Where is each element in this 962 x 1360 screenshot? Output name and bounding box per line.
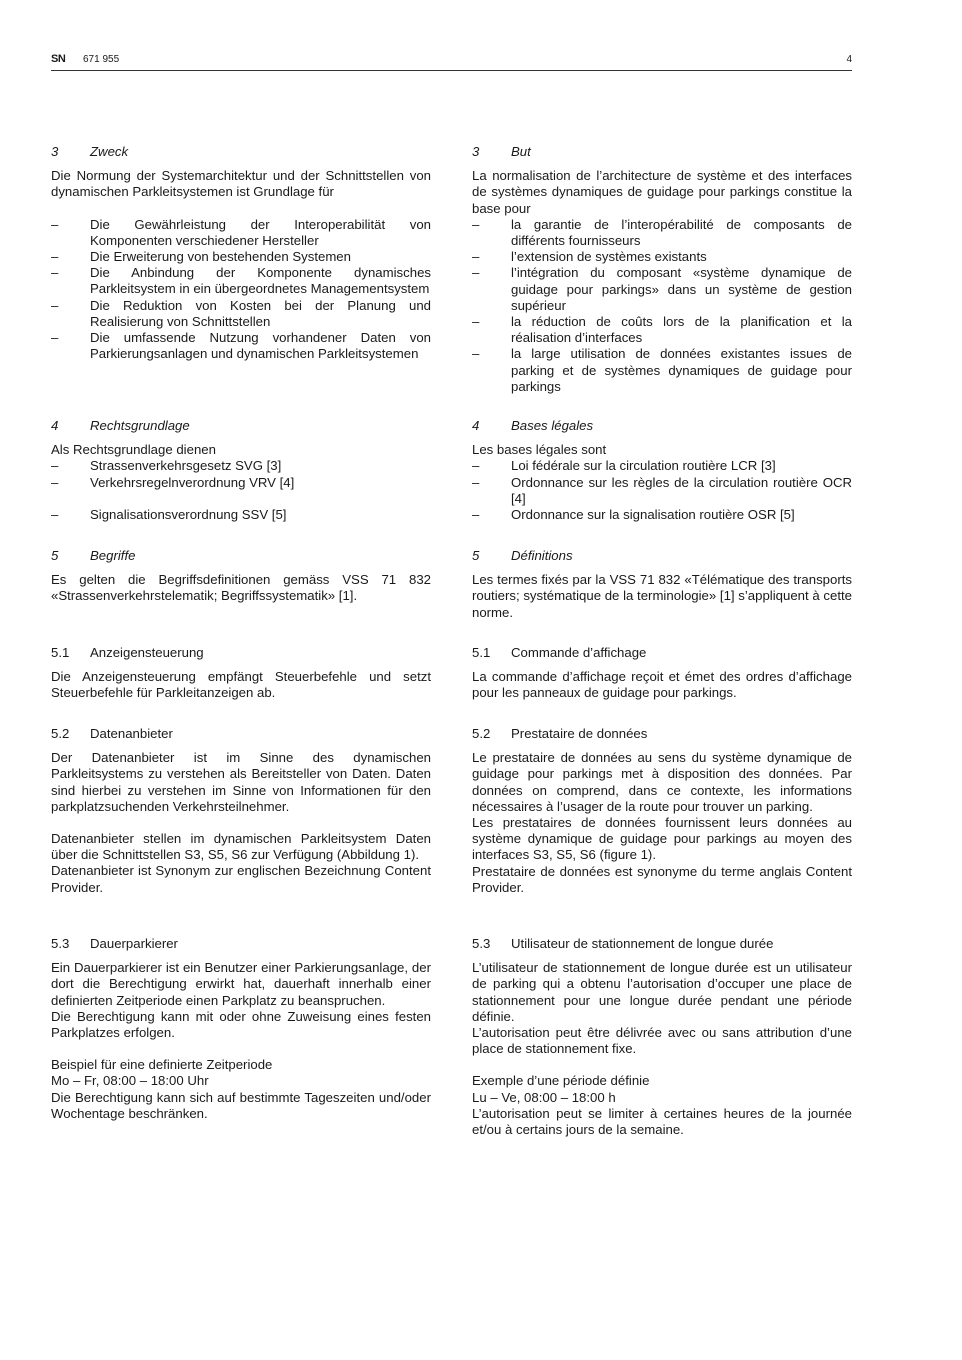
section-heading xyxy=(472,548,852,564)
section-number: 5.1 xyxy=(51,645,70,660)
section-text: Die Anzeigensteuerung empfängt Steuerbefehle und setzt Steuerbefehle für Parkleitanzeigen ab. xyxy=(51,669,431,701)
paragraph: Der Datenanbieter ist im Sinne des dynamischen Parkleitsystems zu verstehen als Bereitsteller von Daten. Daten sind hierbei zu verstehen im Sinne von Informationen für den parkplatzsuchenden Verkehrsteilnehmer. xyxy=(51,750,431,814)
paragraph: L’autorisation peut se limiter à certaines heures de la journée et/ou à certains jours de la semaine. xyxy=(472,1105,852,1138)
list-item: – Die Gewährleistung der Interoperabilität von Komponenten verschiedener Hersteller xyxy=(51,216,431,248)
section-number: 5 xyxy=(472,548,480,563)
list-item: – la large utilisation de données existantes issues de parking et de systèmes dynamiques de guidage pour parkings xyxy=(472,346,852,394)
section-title: Rechtsgrundlage xyxy=(90,418,190,433)
list-item: – Die Reduktion von Kosten bei der Planung und Realisierung von Schnittstellen xyxy=(51,297,431,329)
bullet-list xyxy=(51,217,431,363)
section-title: Datenanbieter xyxy=(90,726,173,741)
section-title: Commande d’affichage xyxy=(511,645,647,660)
list-item: – la garantie de l’interopérabilité de composants de différents fournisseurs xyxy=(472,216,852,249)
section-title: Anzeigensteuerung xyxy=(90,645,204,660)
section-title: Utilisateur de stationnement de longue durée xyxy=(511,936,774,951)
section-heading xyxy=(472,144,852,160)
section-5-1-de xyxy=(51,645,431,702)
page-header xyxy=(51,52,852,70)
section-heading xyxy=(51,936,431,952)
section-text: Es gelten die Begriffsdefinitionen gemäss VSS 71 832 «Strassenverkehrstelematik; Begriffssystematik» [1]. xyxy=(51,572,431,604)
bullet-list xyxy=(472,217,852,395)
section-number: 5.2 xyxy=(51,726,70,741)
section-title: Prestataire de données xyxy=(511,726,648,741)
section-3-de xyxy=(51,144,431,362)
section-number: 5.3 xyxy=(472,936,491,951)
list-item: – Ordonnance sur la signalisation routière OSR [5] xyxy=(472,507,795,523)
paragraph: L’utilisateur de stationnement de longue durée est un utilisateur de parking qui a obtenu l’autorisation d’occuper une place de stationnement pour une longue durée pendant une période définie. xyxy=(472,960,852,1024)
list-item: – Ordonnance sur les règles de la circulation routière OCR [4] xyxy=(472,474,852,506)
section-number: 5.1 xyxy=(472,645,491,660)
paragraph: Die Berechtigung kann sich auf bestimmte Tageszeiten und/oder Wochentage beschränken. xyxy=(51,1089,431,1121)
section-number: 3 xyxy=(51,144,59,159)
section-5-1-fr xyxy=(472,645,852,702)
list-item: – l’extension de systèmes existants xyxy=(472,249,707,265)
section-number: 3 xyxy=(472,144,480,159)
list-item: – la réduction de coûts lors de la planification et la réalisation d’interfaces xyxy=(472,314,852,346)
section-intro: Als Rechtsgrundlage dienen xyxy=(51,442,216,458)
list-item: – Die Anbindung der Komponente dynamisches Parkleitsystem in ein übergeordnetes Managementsystem xyxy=(51,265,431,297)
section-number: 5 xyxy=(51,548,59,563)
section-title: But xyxy=(511,144,531,159)
section-title: Zweck xyxy=(90,144,129,159)
paragraph: Ein Dauerparkierer ist ein Benutzer einer Parkierungsanlage, der dort die Berechtigung erwirkt hat, dauerhaft innerhalb einer definierten Zeitperiode einen Parkplatz zu beanspruchen. xyxy=(51,960,431,1008)
list-item: – l’intégration du composant «système dynamique de guidage pour parkings» dans un système de gestion supérieur xyxy=(472,265,852,313)
paragraph: Beispiel für eine definierte Zeitperiode xyxy=(51,1057,273,1073)
list-item: – Loi fédérale sur la circulation routière LCR [3] xyxy=(472,458,776,474)
section-heading xyxy=(51,645,431,661)
list-item: – Die Erweiterung von bestehenden Systemen xyxy=(51,249,351,265)
section-number: 4 xyxy=(472,418,480,433)
section-heading xyxy=(51,418,431,434)
section-4-de xyxy=(51,418,431,523)
document-number: 671 955 xyxy=(83,54,120,65)
bullet-list xyxy=(472,458,852,523)
section-4-fr xyxy=(472,418,852,523)
bullet-list xyxy=(51,458,431,523)
section-3-fr xyxy=(472,144,852,395)
section-title: Dauerparkierer xyxy=(90,936,178,951)
section-heading xyxy=(472,726,852,742)
paragraph: Exemple d’une période définie xyxy=(472,1073,650,1089)
paragraph: Datenanbieter ist Synonym zur englischen Bezeichnung Content Provider. xyxy=(51,863,431,895)
section-heading xyxy=(472,645,852,661)
header-rule xyxy=(51,70,852,71)
section-intro: La normalisation de l’architecture de système et des interfaces de systèmes dynamiques de guidage pour parkings constitue la base pour xyxy=(472,168,852,216)
section-heading xyxy=(51,144,431,160)
page-number: 4 xyxy=(846,54,852,65)
paragraph: Le prestataire de données au sens du système dynamique de guidage pour parkings met à disposition des données. Par données on comprend, dans ce contexte, les informations nécessaires à l’usager de la route pour trouver un parking. xyxy=(472,750,852,814)
paragraph: L’autorisation peut être délivrée avec ou sans attribution d’une place de stationnement fixe. xyxy=(472,1025,852,1057)
paragraph: Mo – Fr, 08:00 – 18:00 Uhr xyxy=(51,1073,209,1089)
section-text: Les termes fixés par la VSS 71 832 «Télématique des transports routiers; systématique de la terminologie» [1] s’appliquent à cette norme. xyxy=(472,572,852,620)
section-heading xyxy=(472,418,852,434)
section-intro: Les bases légales sont xyxy=(472,442,607,458)
paragraph: Prestataire de données est synonyme du terme anglais Content Provider. xyxy=(472,863,852,895)
section-number: 4 xyxy=(51,418,59,433)
paragraph: Die Berechtigung kann mit oder ohne Zuweisung eines festen Parkplatzes erfolgen. xyxy=(51,1008,431,1041)
section-title: Begriffe xyxy=(90,548,136,563)
section-number: 5.3 xyxy=(51,936,70,951)
section-5-fr xyxy=(472,548,852,621)
section-heading xyxy=(51,726,431,742)
section-5-3-fr xyxy=(472,936,852,1138)
section-title: Bases légales xyxy=(511,418,594,433)
list-item: – Die umfassende Nutzung vorhandener Daten von Parkierungsanlagen und dynamischen Parkleitsystemen xyxy=(51,330,431,362)
section-text: La commande d’affichage reçoit et émet des ordres d’affichage pour les panneaux de guidage pour parkings. xyxy=(472,669,852,701)
paragraph: Les prestataires de données fournissent leurs données au système dynamique de guidage pour parkings au moyen des interfaces S3, S5, S6 (figure 1). xyxy=(472,815,852,863)
list-item: – Verkehrsregelnverordnung VRV [4] xyxy=(51,474,295,490)
section-intro: Die Normung der Systemarchitektur und der Schnittstellen von dynamischen Parkleitsystemen ist Grundlage für xyxy=(51,168,431,200)
section-5-3-de xyxy=(51,936,431,1122)
paragraph: Lu – Ve, 08:00 – 18:00 h xyxy=(472,1089,616,1105)
section-title: Définitions xyxy=(511,548,573,563)
list-item: – Signalisationsverordnung SSV [5] xyxy=(51,506,287,522)
section-5-2-de xyxy=(51,726,431,896)
section-5-2-fr xyxy=(472,726,852,896)
section-5-de xyxy=(51,548,431,605)
list-item: – Strassenverkehrsgesetz SVG [3] xyxy=(51,458,282,474)
section-heading xyxy=(51,548,431,564)
section-heading xyxy=(472,936,852,952)
section-number: 5.2 xyxy=(472,726,491,741)
sn-logo: SN xyxy=(51,53,66,65)
paragraph: Datenanbieter stellen im dynamischen Parkleitsystem Daten über die Schnittstellen S3, S5, S6 zur Verfügung (Abbildung 1). xyxy=(51,831,431,863)
